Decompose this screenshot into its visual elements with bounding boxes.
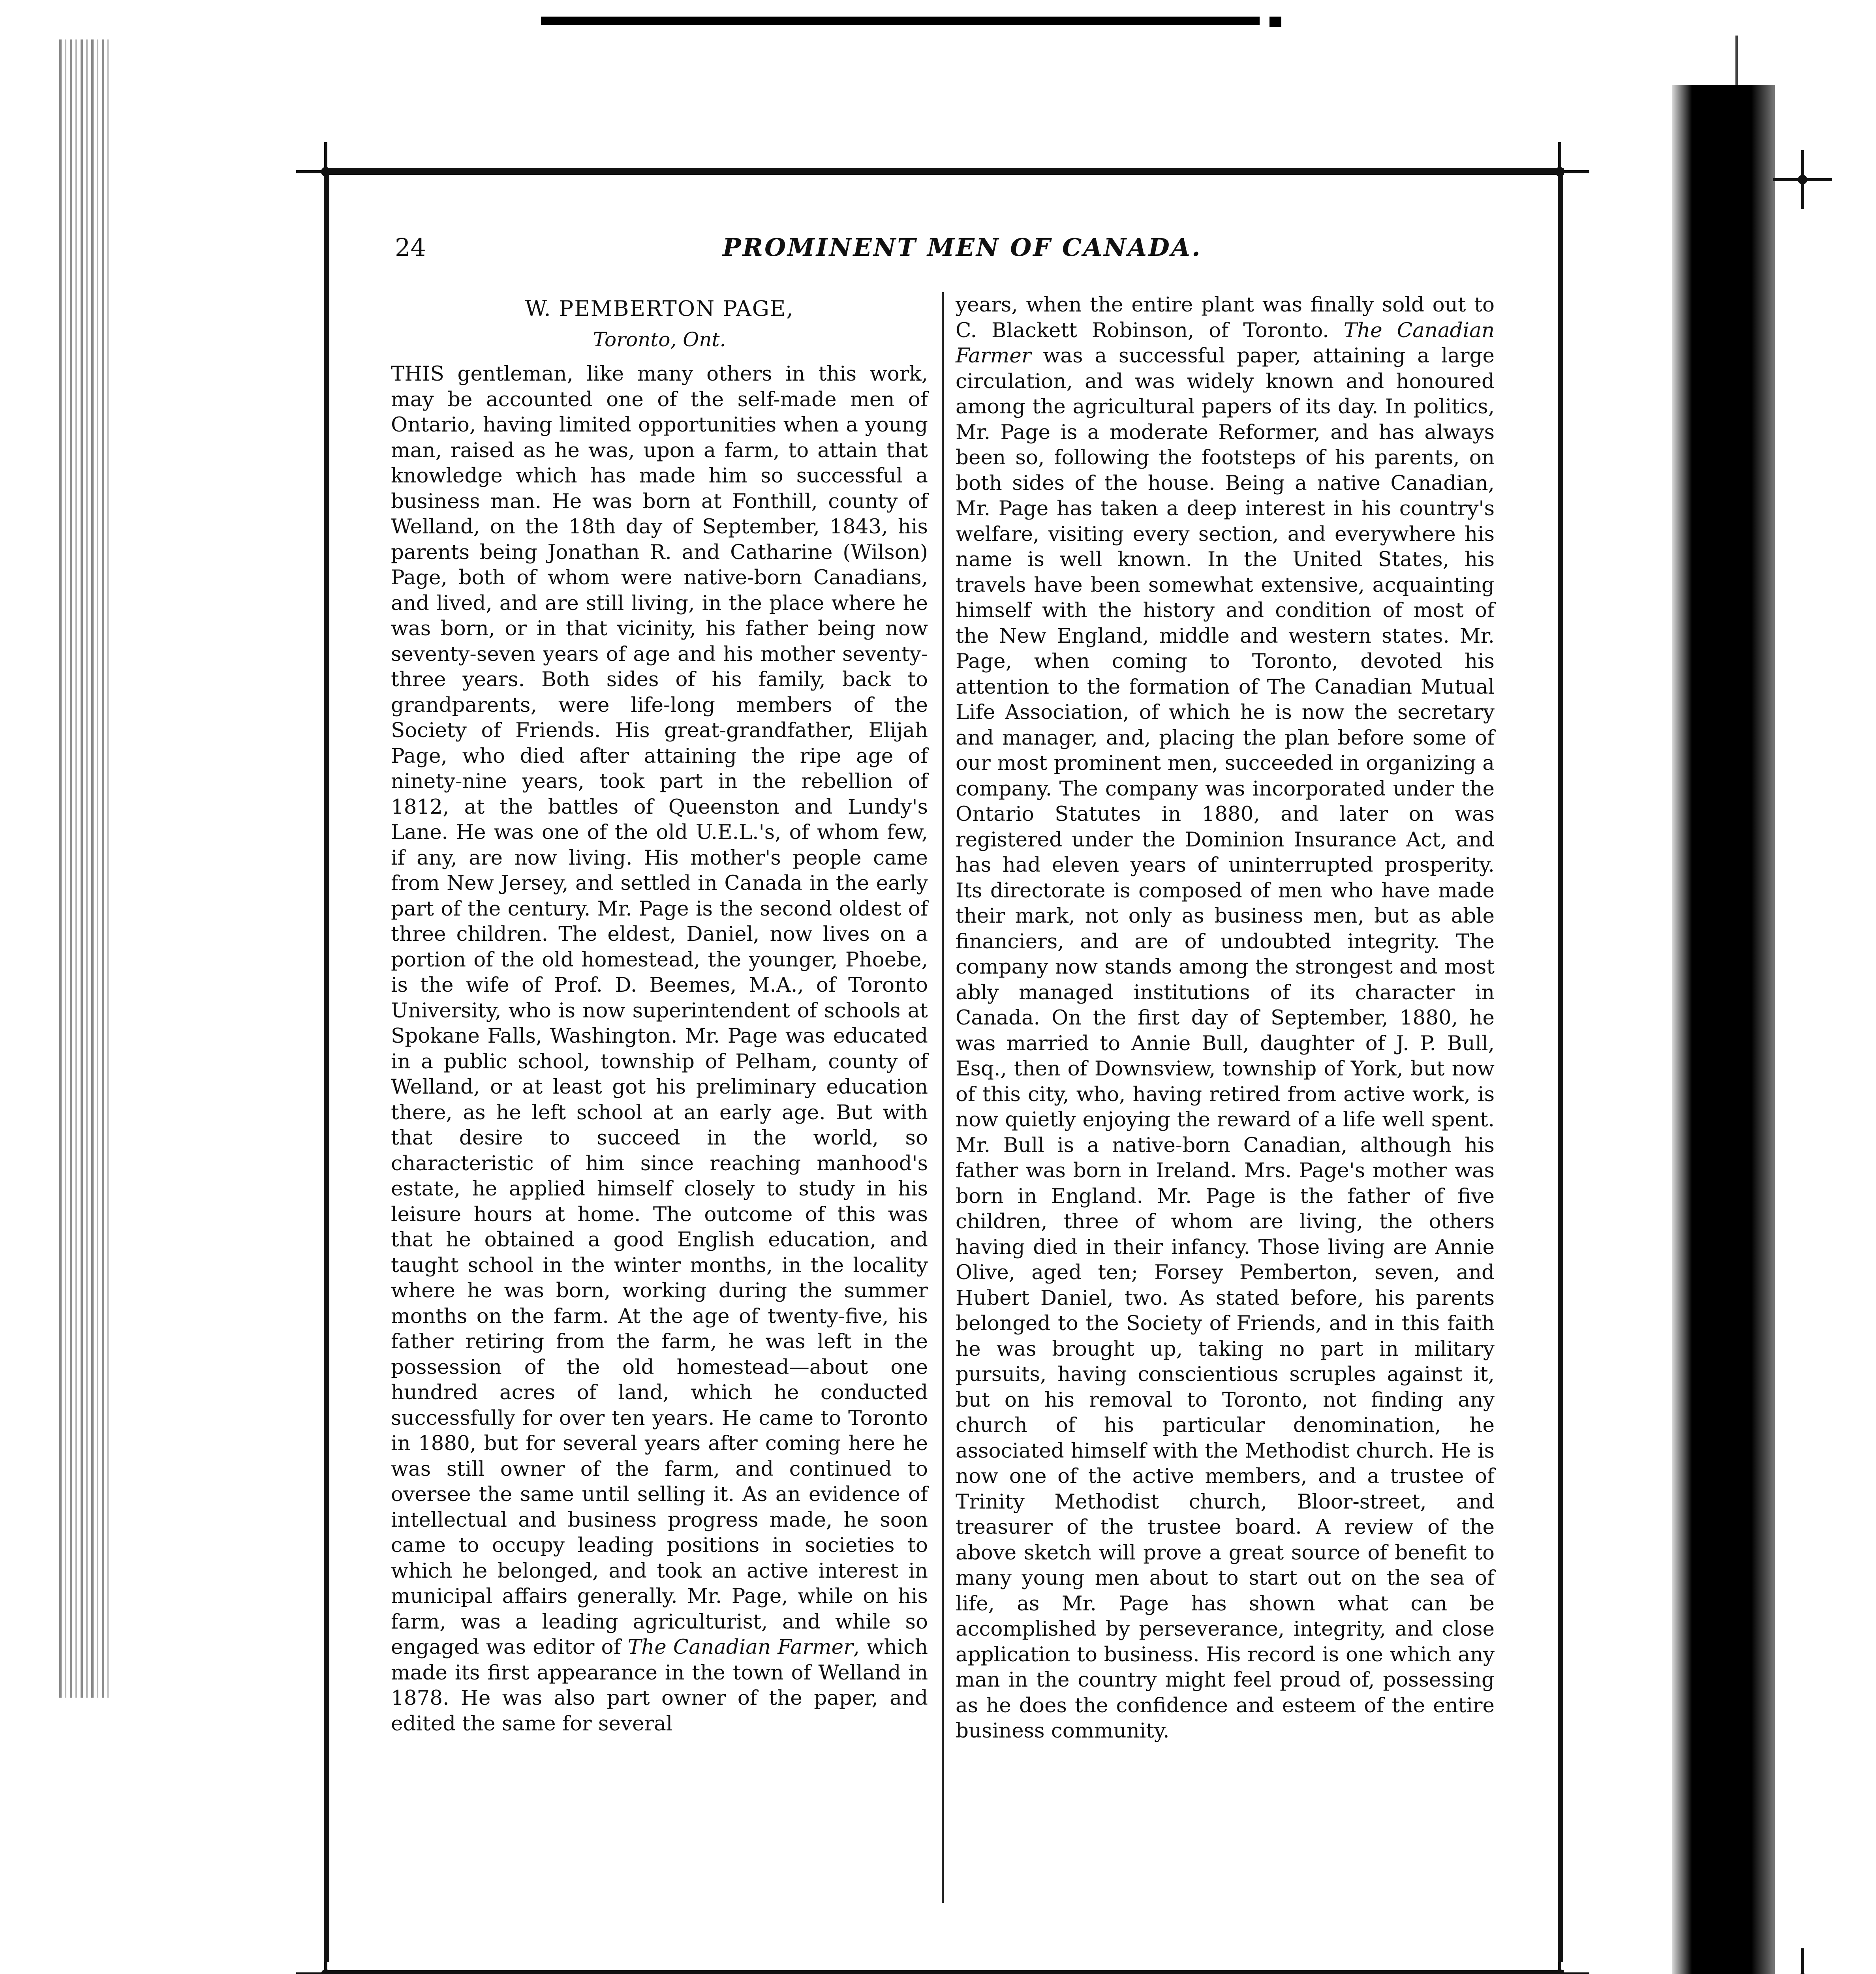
publication-name: The Canadian Farmer bbox=[956, 318, 1495, 368]
publication-name: The Canadian Farmer bbox=[627, 1635, 853, 1659]
scan-edge-right bbox=[1672, 85, 1775, 1974]
article-location: Toronto, Ont. bbox=[593, 328, 726, 351]
page-header bbox=[391, 233, 1495, 268]
frame-left-rule bbox=[324, 170, 329, 1962]
body-text-segment: THIS gentleman, like many others in this work, may be accounted one of the self-made men of Ontario, having limited opportunities when a young man, raised as he was, upon a farm, to attain that knowledge which has made him so successful a business man. He was born at Fonthill, county of Welland, on the 18th day of September, 1843, his parents being Jonathan R. and Catharine (Wilson) Page, both of whom were native-born Canadians, and lived, and are still living, in the place where he was born, or in that vicinity, his father being now seventy-seven years of age and his mother seventy-three years. Both sides of his family, back to grandparents, were life-long members of the Society of Friends. His great-grandfather, Elijah Page, who died after attaining the ripe age of ninety-nine years, took part in the rebellion of 1812, at the battles of Queenston and Lundy's Lane. He was one of the old U.E.L.'s, of whom few, if any, are now living. His mother's people came from New Jersey, and settled in Canada in the early part of the century. Mr. Page is the second oldest of three children. The eldest, Daniel, now lives on a portion of the old homestead, the younger, Phoebe, is the wife of Prof. D. Beemes, M.A., of Toronto University, who is now superintendent of schools at Spokane Falls, Washington. Mr. Page was educated in a public school, township of Pelham, county of Welland, or at least got his preliminary education there, as he left school at an early age. But with that desire to succeed in the world, so characteristic of him since reaching manhood's estate, he applied himself closely to study in his leisure hours at home. The outcome of this was that he obtained a good English education, and taught school in the winter months, in the locality where he was born, working during the summer months on the farm. At the age of twenty-five, his father retiring from the farm, he was left in the possession of the old homestead—about one hundred acres of land, which he conducted successfully for over ten years. He came to Toronto in 1880, but for several years after coming here he was still owner of the farm, and continued to oversee the same until selling it. As an evidence of intellectual and business progress made, he soon came to occupy leading positions in societies to which he belonged, and took an active interest in municipal affairs generally. Mr. Page, while on his farm, was a leading agriculturist, and while so engaged was editor of bbox=[391, 362, 928, 1659]
body-text-segment: years, when the entire plant was finally sold out to C. Blackett Robinson, of Toronto. bbox=[956, 293, 1495, 342]
top-rule bbox=[541, 17, 1260, 25]
scan-edge-left bbox=[59, 39, 109, 1698]
corner-ornament-top-left bbox=[296, 142, 355, 201]
top-rule-mark bbox=[1269, 17, 1281, 27]
facing-page-ornament-bottom bbox=[1773, 1948, 1832, 1974]
body-text-segment: was a successful paper, attaining a large circulation, and was widely known and honoured among the agricultural papers of its day. In politics, Mr. Page is a moderate Reformer, and has always been so, following the footsteps of his parents, on both sides of the house. Being a native Canadian, Mr. Page has taken a deep interest in his country's welfare, visiting every section, and everywhere his name is well known. In the United States, his travels have been somewhat extensive, acquainting himself with the history and condition of most of the New England, middle and western states. Mr. Page, when coming to Toronto, devoted his attention to the formation of The Canadian Mutual Life Association, of which he is now the secretary and manager, and, placing the plan before some of our most prominent men, succeeded in organizing a company. The company was incorporated under the Ontario Statutes in 1880, and later on was registered under the Dominion Insurance Act, and has had eleven years of uninterrupted prosperity. Its directorate is composed of men who have made their mark, not only as business men, but as able financiers, and are of undoubted integrity. The company now stands among the strongest and most ably managed institutions of its character in Canada. On the first day of September, 1880, he was married to Annie Bull, daughter of J. P. Bull, Esq., then of Downsview, township of York, but now of this city, who, having retired from active work, is now quietly enjoying the reward of a life well spent. Mr. Bull is a native-born Canadian, although his father was born in Ireland. Mrs. Page's mother was born in England. Mr. Page is the father of five children, three of whom are living, the others having died in their infancy. Those living are Annie Olive, aged ten; Forsey Pemberton, seven, and Hubert Daniel, two. As stated before, his parents belonged to the Society of Friends, and in this faith he was brought up, taking no part in military pursuits, having conscientious scruples against it, but on his removal to Toronto, not finding any church of his particular denomination, he associated himself with the Methodist church. He is now one of the active members, and a trustee of Trinity Methodist church, Bloor-street, and treasurer of the trustee board. A review of the above sketch will prove a great source of benefit to many young men about to start out on the sea of life, as Mr. Page has shown what can be accomplished by perseverance, integrity, and close application to business. His record is one which any man in the country might feel proud of, possessing as he does the confidence and esteem of the entire business community. bbox=[956, 344, 1495, 1743]
article-body-right bbox=[956, 292, 1495, 1744]
article-body-left bbox=[391, 361, 928, 1736]
column-divider bbox=[942, 292, 944, 1903]
corner-ornament-top-right bbox=[1530, 142, 1589, 201]
column-right bbox=[956, 292, 1495, 1744]
facing-page-ornament-top bbox=[1773, 150, 1832, 209]
running-head: PROMINENT MEN OF CANADA. bbox=[723, 233, 1202, 262]
page-number: 24 bbox=[395, 233, 426, 262]
frame-top-rule bbox=[324, 168, 1564, 175]
corner-ornament-bottom-left bbox=[296, 1944, 355, 1974]
column-left bbox=[391, 292, 928, 1736]
article-title: W. PEMBERTON PAGE, bbox=[525, 296, 794, 321]
frame-bottom-rule bbox=[324, 1970, 1564, 1974]
corner-ornament-bottom-right bbox=[1530, 1944, 1589, 1974]
body-text-segment: , which made its first appearance in the town of Welland in 1878. He was also part owner of the paper, and edited the same for several bbox=[391, 1635, 928, 1736]
frame-right-rule bbox=[1558, 170, 1563, 1962]
book-page bbox=[391, 233, 1495, 1915]
